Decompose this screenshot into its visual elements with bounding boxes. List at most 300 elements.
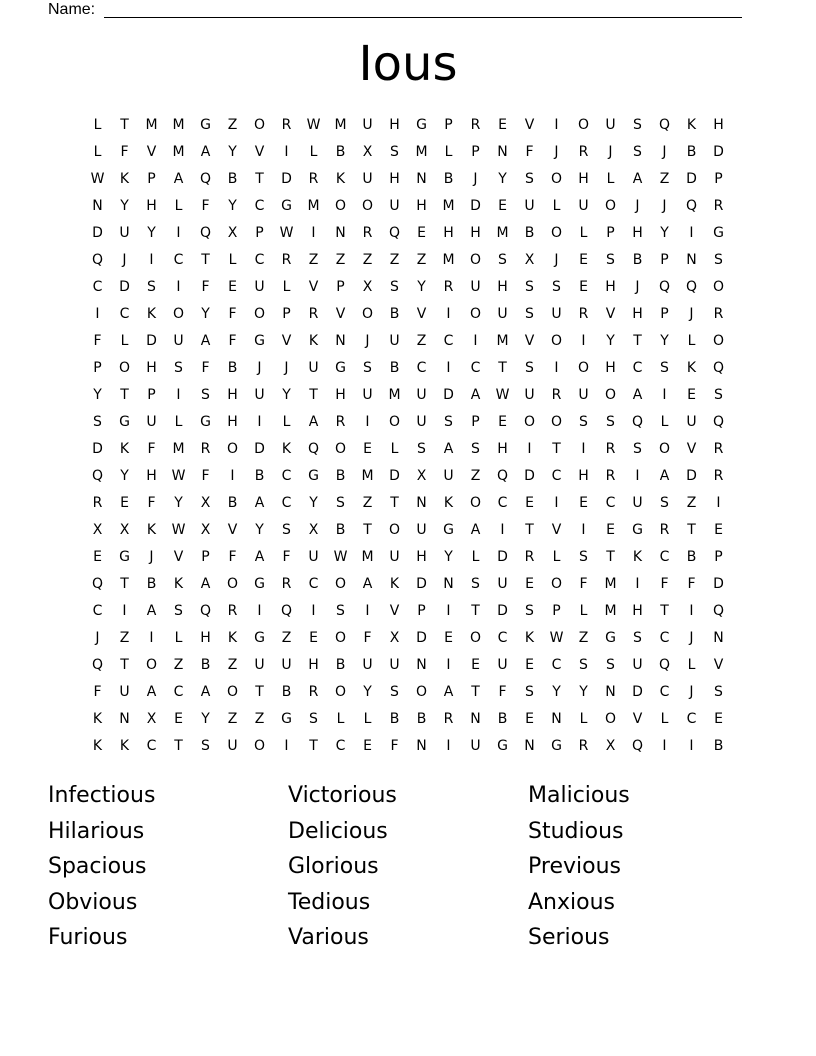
grid-letter: G xyxy=(119,413,130,430)
grid-letter: O xyxy=(388,413,401,430)
grid-letter: N xyxy=(416,656,427,673)
grid-letter: Y xyxy=(606,332,615,349)
grid-letter: P xyxy=(660,305,669,322)
name-field[interactable] xyxy=(48,0,742,18)
grid-letter: K xyxy=(227,629,238,646)
grid-letter: Z xyxy=(470,467,481,484)
grid-letter: U xyxy=(416,386,427,403)
grid-letter: K xyxy=(632,548,643,565)
grid-letter: T xyxy=(363,521,372,538)
grid-letter: B xyxy=(254,467,265,484)
grid-letter: L xyxy=(444,143,453,160)
grid-letter: X xyxy=(416,467,427,484)
grid-letter: C xyxy=(443,332,454,349)
word-bank-item: Glorious xyxy=(288,854,379,880)
grid-letter: O xyxy=(118,359,131,376)
grid-letter: U xyxy=(362,386,373,403)
puzzle-title: Ious xyxy=(358,36,458,92)
grid-letter: P xyxy=(336,278,345,295)
grid-letter: L xyxy=(687,332,696,349)
grid-letter: O xyxy=(226,575,239,592)
grid-letter: Y xyxy=(498,170,507,187)
grid-letter: H xyxy=(497,278,508,295)
grid-letter: D xyxy=(281,170,292,187)
grid-letter: Z xyxy=(173,656,184,673)
grid-letter: F xyxy=(201,197,210,214)
grid-letter: I xyxy=(500,521,505,538)
grid-letter: A xyxy=(632,386,643,403)
grid-letter: Z xyxy=(281,629,292,646)
grid-letter: R xyxy=(200,440,211,457)
grid-letter: H xyxy=(443,224,454,241)
grid-letter: G xyxy=(416,116,427,133)
grid-letter: O xyxy=(604,710,617,727)
grid-letter: X xyxy=(524,251,535,268)
grid-letter: A xyxy=(146,683,157,700)
grid-letter: D xyxy=(632,683,643,700)
grid-letter: T xyxy=(687,521,696,538)
grid-letter: B xyxy=(389,710,400,727)
grid-letter: R xyxy=(443,278,454,295)
word-bank-item: Obvious xyxy=(48,889,138,915)
grid-letter: M xyxy=(442,251,455,268)
grid-letter: M xyxy=(496,224,509,241)
grid-letter: I xyxy=(230,467,235,484)
grid-letter: O xyxy=(361,305,374,322)
grid-letter: Q xyxy=(631,737,644,754)
grid-letter: O xyxy=(469,305,482,322)
grid-letter: O xyxy=(550,413,563,430)
grid-letter: M xyxy=(388,386,401,403)
grid-letter: X xyxy=(389,629,400,646)
grid-letter: U xyxy=(389,197,400,214)
grid-letter: Q xyxy=(496,467,509,484)
grid-letter: S xyxy=(606,251,615,268)
grid-letter: C xyxy=(605,494,616,511)
grid-letter: F xyxy=(147,494,156,511)
grid-letter: K xyxy=(281,440,292,457)
grid-letter: Q xyxy=(91,251,104,268)
grid-letter: Q xyxy=(685,197,698,214)
word-bank-item: Delicious xyxy=(288,818,388,844)
grid-letter: C xyxy=(551,656,562,673)
grid-letter: E xyxy=(363,737,372,754)
word-bank-item: Infectious xyxy=(48,783,156,808)
grid-letter: H xyxy=(389,116,400,133)
grid-letter: L xyxy=(660,413,669,430)
grid-letter: K xyxy=(686,359,697,376)
grid-letter: D xyxy=(524,467,535,484)
grid-letter: I xyxy=(446,656,451,673)
grid-letter: Q xyxy=(658,656,671,673)
grid-letter: M xyxy=(307,197,320,214)
grid-letter: Z xyxy=(227,656,238,673)
grid-letter: N xyxy=(416,494,427,511)
grid-letter: A xyxy=(200,332,211,349)
grid-letter: I xyxy=(689,224,694,241)
grid-letter: Z xyxy=(659,170,670,187)
grid-letter: M xyxy=(334,116,347,133)
grid-letter: N xyxy=(119,710,130,727)
grid-letter: X xyxy=(362,143,373,160)
grid-letter: U xyxy=(497,656,508,673)
grid-letter: E xyxy=(525,494,534,511)
grid-letter: D xyxy=(713,575,724,592)
grid-letter: O xyxy=(712,332,725,349)
grid-letter: V xyxy=(227,521,238,538)
grid-letter: S xyxy=(579,548,588,565)
grid-letter: B xyxy=(713,737,724,754)
grid-letter: F xyxy=(525,143,534,160)
grid-letter: W xyxy=(549,629,564,646)
grid-letter: A xyxy=(470,386,481,403)
grid-letter: T xyxy=(255,170,264,187)
grid-letter: O xyxy=(550,170,563,187)
grid-letter: E xyxy=(525,575,534,592)
grid-letter: Y xyxy=(444,548,453,565)
grid-letter: V xyxy=(281,332,292,349)
grid-letter: B xyxy=(146,575,157,592)
grid-letter: L xyxy=(120,332,129,349)
grid-letter: Y xyxy=(147,224,156,241)
grid-letter: K xyxy=(119,737,130,754)
grid-letter: R xyxy=(578,305,589,322)
grid-letter: G xyxy=(281,710,292,727)
grid-letter: P xyxy=(282,305,291,322)
grid-letter: I xyxy=(662,737,667,754)
grid-letter: R xyxy=(362,224,373,241)
grid-letter: U xyxy=(551,305,562,322)
grid-letter: K xyxy=(92,710,103,727)
grid-letter: P xyxy=(660,251,669,268)
grid-letter: R xyxy=(713,440,724,457)
grid-letter: Q xyxy=(712,413,725,430)
grid-letter: I xyxy=(95,305,100,322)
word-bank-item: Anxious xyxy=(528,889,615,915)
grid-letter: Y xyxy=(228,143,237,160)
grid-letter: N xyxy=(335,332,346,349)
grid-letter: T xyxy=(174,737,183,754)
grid-letter: I xyxy=(311,602,316,619)
grid-letter: O xyxy=(550,575,563,592)
grid-letter: N xyxy=(470,710,481,727)
grid-letter: V xyxy=(713,656,724,673)
grid-letter: B xyxy=(497,710,508,727)
grid-letter: K xyxy=(92,737,103,754)
grid-letter: U xyxy=(389,656,400,673)
grid-letter: O xyxy=(334,575,347,592)
grid-letter: A xyxy=(173,170,184,187)
grid-letter: E xyxy=(525,656,534,673)
grid-letter: F xyxy=(228,332,237,349)
grid-letter: R xyxy=(524,548,535,565)
grid-letter: I xyxy=(554,116,559,133)
grid-letter: U xyxy=(497,305,508,322)
grid-letter: N xyxy=(713,629,724,646)
grid-letter: L xyxy=(93,116,102,133)
grid-letter: H xyxy=(470,224,481,241)
grid-letter: F xyxy=(201,278,210,295)
grid-letter: R xyxy=(281,575,292,592)
grid-letter: C xyxy=(281,494,292,511)
grid-letter: T xyxy=(525,521,534,538)
grid-letter: O xyxy=(658,440,671,457)
grid-letter: S xyxy=(444,413,453,430)
grid-letter: A xyxy=(632,170,643,187)
grid-letter: U xyxy=(254,656,265,673)
grid-letter: M xyxy=(604,602,617,619)
grid-letter: S xyxy=(525,170,534,187)
grid-letter: H xyxy=(416,548,427,565)
word-bank-item: Hilarious xyxy=(48,818,145,844)
grid-letter: O xyxy=(469,494,482,511)
grid-letter: A xyxy=(146,602,157,619)
grid-letter: P xyxy=(147,170,156,187)
grid-letter: G xyxy=(254,629,265,646)
grid-letter: F xyxy=(201,467,210,484)
grid-letter: X xyxy=(92,521,103,538)
grid-letter: B xyxy=(443,170,454,187)
grid-letter: U xyxy=(443,467,454,484)
grid-letter: U xyxy=(308,359,319,376)
grid-letter: Z xyxy=(119,629,130,646)
grid-letter: L xyxy=(606,170,615,187)
grid-letter: U xyxy=(389,332,400,349)
grid-letter: L xyxy=(363,710,372,727)
grid-letter: T xyxy=(498,359,507,376)
grid-letter: P xyxy=(714,548,723,565)
grid-letter: S xyxy=(498,251,507,268)
grid-letter: M xyxy=(172,143,185,160)
grid-letter: V xyxy=(524,116,535,133)
grid-letter: U xyxy=(173,332,184,349)
grid-letter: G xyxy=(335,359,346,376)
grid-letter: M xyxy=(604,575,617,592)
grid-letter: S xyxy=(633,116,642,133)
grid-letter: J xyxy=(635,278,640,295)
grid-letter: V xyxy=(146,143,157,160)
grid-letter: G xyxy=(713,224,724,241)
grid-letter: J xyxy=(689,629,694,646)
grid-letter: J xyxy=(689,683,694,700)
grid-letter: N xyxy=(416,170,427,187)
grid-letter: I xyxy=(581,332,586,349)
grid-letter: H xyxy=(632,224,643,241)
grid-letter: Z xyxy=(362,251,373,268)
grid-letter: Q xyxy=(307,440,320,457)
grid-letter: T xyxy=(120,116,129,133)
grid-letter: I xyxy=(149,251,154,268)
grid-letter: B xyxy=(227,359,238,376)
grid-letter: S xyxy=(201,737,210,754)
grid-letter: F xyxy=(201,359,210,376)
grid-letter: K xyxy=(443,494,454,511)
grid-letter: I xyxy=(446,305,451,322)
grid-letter: S xyxy=(282,521,291,538)
grid-letter: W xyxy=(333,548,348,565)
grid-letter: N xyxy=(524,737,535,754)
grid-letter: T xyxy=(633,332,642,349)
grid-letter: B xyxy=(524,224,535,241)
grid-letter: B xyxy=(335,656,346,673)
grid-letter: H xyxy=(308,656,319,673)
grid-letter: V xyxy=(335,305,346,322)
grid-letter: B xyxy=(281,683,292,700)
grid-letter: U xyxy=(146,413,157,430)
grid-letter: S xyxy=(606,413,615,430)
grid-letter: G xyxy=(119,548,130,565)
grid-letter: G xyxy=(254,575,265,592)
grid-letter: B xyxy=(632,251,643,268)
grid-letter: K xyxy=(119,170,130,187)
grid-letter: Q xyxy=(712,359,725,376)
grid-letter: Q xyxy=(631,413,644,430)
grid-letter: B xyxy=(200,656,211,673)
grid-letter: L xyxy=(552,548,561,565)
grid-letter: R xyxy=(308,305,319,322)
grid-letter: J xyxy=(662,143,667,160)
word-bank-item: Studious xyxy=(528,818,624,844)
grid-letter: L xyxy=(579,710,588,727)
grid-letter: Y xyxy=(228,197,237,214)
grid-letter: D xyxy=(119,278,130,295)
grid-letter: O xyxy=(604,197,617,214)
grid-letter: F xyxy=(228,548,237,565)
grid-letter: Y xyxy=(120,197,129,214)
grid-letter: L xyxy=(471,548,480,565)
grid-letter: S xyxy=(417,440,426,457)
grid-letter: D xyxy=(470,197,481,214)
grid-letter: A xyxy=(443,683,454,700)
grid-letter: I xyxy=(527,440,532,457)
grid-letter: N xyxy=(605,683,616,700)
grid-letter: O xyxy=(415,683,428,700)
grid-letter: E xyxy=(93,548,102,565)
name-blank-line[interactable] xyxy=(104,2,742,18)
grid-letter: C xyxy=(686,710,697,727)
grid-letter: I xyxy=(689,737,694,754)
grid-letter: A xyxy=(443,440,454,457)
grid-letter: U xyxy=(524,197,535,214)
grid-letter: E xyxy=(579,251,588,268)
grid-letter: P xyxy=(93,359,102,376)
grid-letter: K xyxy=(173,575,184,592)
grid-letter: V xyxy=(416,305,427,322)
grid-letter: S xyxy=(552,278,561,295)
grid-letter: R xyxy=(308,683,319,700)
word-bank-item: Previous xyxy=(528,854,621,880)
grid-letter: U xyxy=(632,494,643,511)
grid-letter: J xyxy=(284,359,289,376)
grid-letter: D xyxy=(416,575,427,592)
grid-letter: Y xyxy=(120,467,129,484)
grid-letter: R xyxy=(578,737,589,754)
grid-letter: R xyxy=(281,251,292,268)
grid-letter: U xyxy=(632,656,643,673)
grid-letter: A xyxy=(200,683,211,700)
grid-letter: H xyxy=(416,197,427,214)
grid-letter: S xyxy=(471,440,480,457)
grid-letter: H xyxy=(227,386,238,403)
grid-letter: R xyxy=(713,305,724,322)
grid-letter: R xyxy=(713,467,724,484)
grid-letter: G xyxy=(200,413,211,430)
grid-letter: Q xyxy=(91,467,104,484)
grid-letter: C xyxy=(659,548,670,565)
grid-letter: K xyxy=(335,170,346,187)
grid-letter: G xyxy=(254,332,265,349)
grid-letter: M xyxy=(415,143,428,160)
grid-letter: V xyxy=(686,440,697,457)
grid-letter: Y xyxy=(201,710,210,727)
grid-letter: A xyxy=(362,575,373,592)
grid-letter: U xyxy=(578,197,589,214)
grid-letter: T xyxy=(309,386,318,403)
grid-letter: I xyxy=(446,602,451,619)
grid-letter: L xyxy=(228,251,237,268)
grid-letter: I xyxy=(473,332,478,349)
grid-letter: D xyxy=(443,386,454,403)
grid-letter: I xyxy=(176,224,181,241)
grid-letter: I xyxy=(446,359,451,376)
grid-letter: Q xyxy=(91,656,104,673)
grid-letter: C xyxy=(92,278,103,295)
word-bank-item: Serious xyxy=(528,925,610,951)
grid-letter: T xyxy=(201,251,210,268)
grid-letter: Q xyxy=(280,602,293,619)
grid-letter: E xyxy=(471,656,480,673)
grid-letter: U xyxy=(254,386,265,403)
grid-letter: O xyxy=(334,197,347,214)
grid-letter: F xyxy=(147,440,156,457)
grid-letter: O xyxy=(361,197,374,214)
grid-letter: O xyxy=(577,359,590,376)
grid-letter: R xyxy=(227,602,238,619)
grid-letter: D xyxy=(92,224,103,241)
grid-letter: B xyxy=(389,359,400,376)
grid-letter: P xyxy=(606,224,615,241)
grid-letter: S xyxy=(714,683,723,700)
grid-letter: A xyxy=(254,494,265,511)
grid-letter: S xyxy=(579,413,588,430)
grid-letter: Q xyxy=(199,224,212,241)
grid-letter: I xyxy=(635,575,640,592)
grid-letter: M xyxy=(145,116,158,133)
grid-letter: O xyxy=(226,683,239,700)
word-bank-item: Tedious xyxy=(288,889,371,915)
grid-letter: H xyxy=(713,116,724,133)
grid-letter: B xyxy=(686,143,697,160)
grid-letter: R xyxy=(470,116,481,133)
name-label: Name: xyxy=(48,1,100,18)
grid-letter: S xyxy=(525,359,534,376)
grid-letter: Y xyxy=(309,494,318,511)
grid-letter: E xyxy=(687,386,696,403)
grid-letter: I xyxy=(554,359,559,376)
grid-letter: E xyxy=(498,116,507,133)
grid-letter: I xyxy=(716,494,721,511)
grid-letter: O xyxy=(712,278,725,295)
word-bank xyxy=(48,778,768,956)
grid-letter: S xyxy=(390,143,399,160)
grid-letter: W xyxy=(171,521,186,538)
grid-letter: I xyxy=(365,413,370,430)
grid-letter: U xyxy=(416,521,427,538)
grid-letter: F xyxy=(363,629,372,646)
grid-letter: C xyxy=(497,629,508,646)
grid-letter: O xyxy=(388,521,401,538)
grid-letter: L xyxy=(660,710,669,727)
